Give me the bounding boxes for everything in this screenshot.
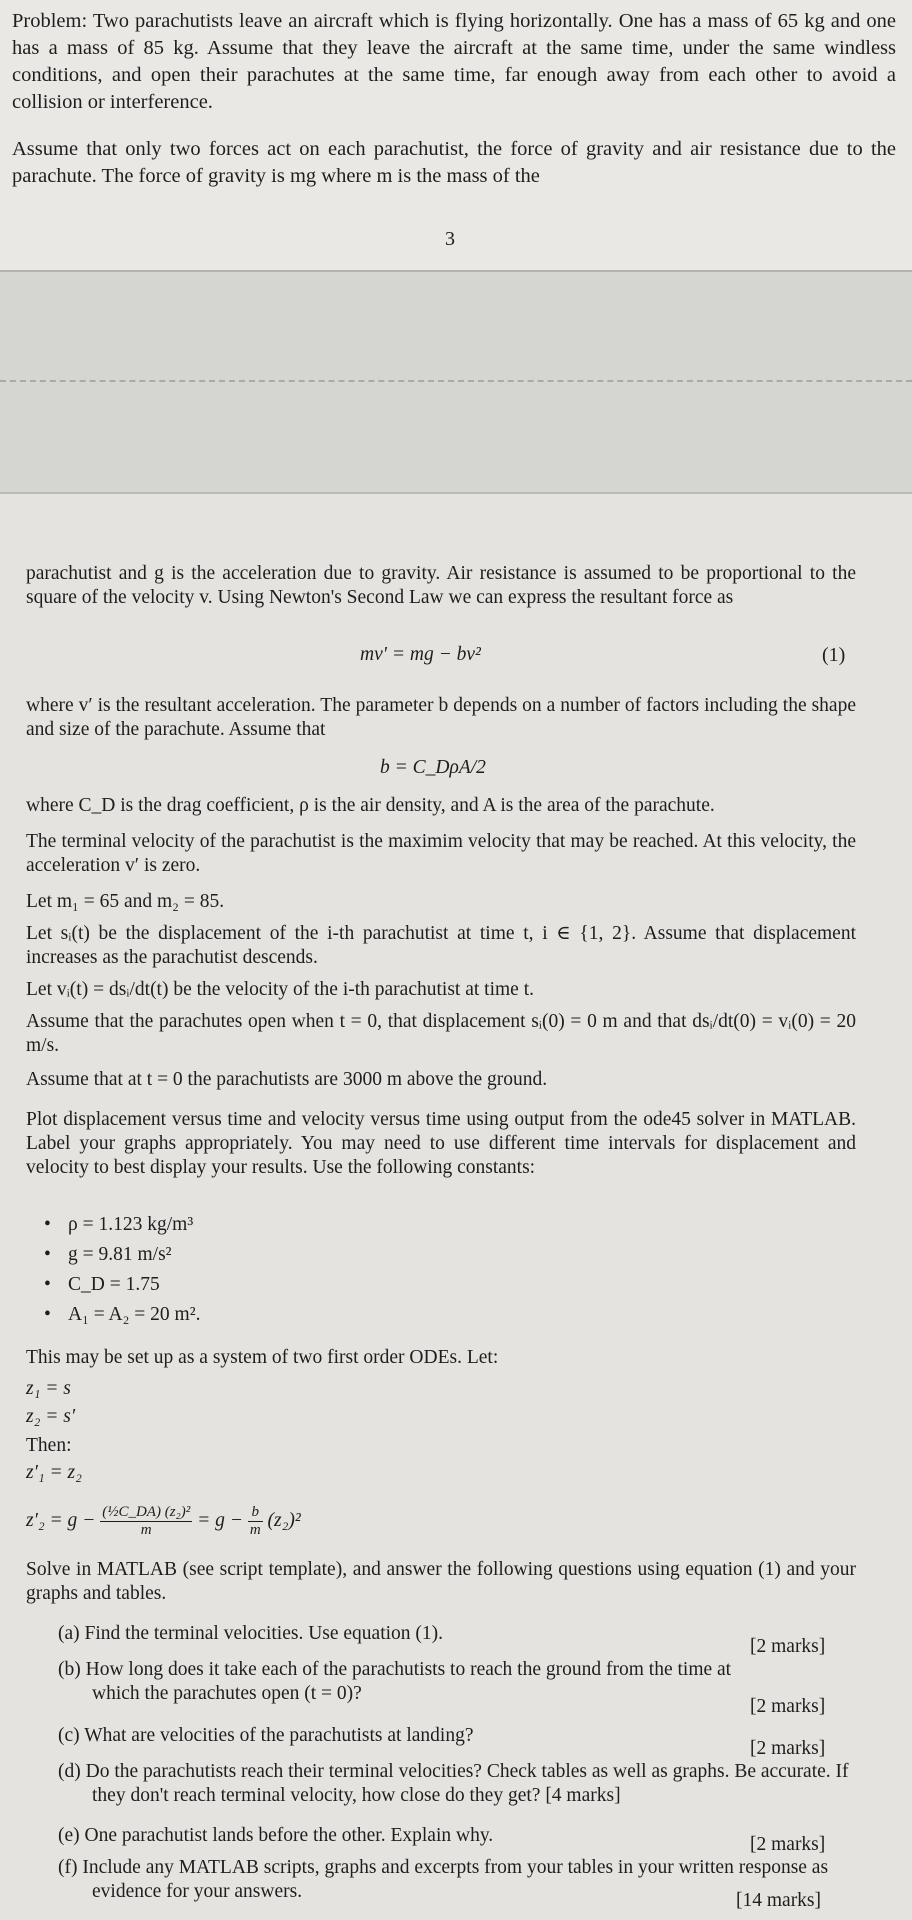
equation-1: mv′ = mg − bv² bbox=[360, 644, 481, 665]
question-d-marks: [4 marks] bbox=[545, 1785, 621, 1806]
forces-paragraph: Assume that only two forces act on each parachutist, the force of gravity and air resistance due to the parachute. The force of gravity is mg where m is the mass of the bbox=[12, 138, 896, 187]
question-e-text: One parachutist lands before the other. Explain why. bbox=[84, 1825, 494, 1846]
question-f-text: Include any MATLAB scripts, graphs and excerpts from your tables in your written response as evidence for your answers. bbox=[82, 1857, 829, 1902]
where-paragraph-1: where v′ is the resultant acceleration. The parameter b depends on a number of factors including the shape and size of the parachute. Assume that bbox=[26, 695, 856, 740]
solve-paragraph: Solve in MATLAB (see script template), and answer the following questions using equation (1) and your graphs and tables. bbox=[26, 1559, 856, 1604]
question-a-marks: [2 marks] bbox=[750, 1636, 826, 1657]
question-e-marks: [2 marks] bbox=[750, 1834, 826, 1855]
equation-1-number: (1) bbox=[822, 644, 846, 666]
question-d bbox=[58, 1760, 868, 1808]
z2-prime-equation bbox=[26, 1504, 301, 1539]
page-break-dashed-line bbox=[0, 380, 912, 382]
velocity-line: Let vᵢ(t) = dsᵢ/dt(t) be the velocity of the i-th parachutist at time t. bbox=[26, 979, 534, 1000]
question-b-marks: [2 marks] bbox=[750, 1696, 826, 1717]
question-d-text: Do the parachutists reach their terminal velocities? Check tables as well as graphs. Be accurate. If they don't reach terminal velocity, how close do they get? bbox=[85, 1761, 849, 1806]
b-over-m-numerator: b bbox=[248, 1504, 263, 1522]
constant-rho: • ρ = 1.123 kg/m³ bbox=[44, 1214, 193, 1236]
drag-fraction bbox=[100, 1504, 192, 1539]
z2-definition: z₂ = s′ bbox=[26, 1406, 76, 1427]
masses-line: Let m₁ = 65 and m₂ = 85. bbox=[26, 891, 225, 912]
question-d-label: (d) bbox=[58, 1761, 81, 1782]
z2-prime-lhs: z′₂ = g − bbox=[26, 1509, 96, 1531]
constant-cd: • C_D = 1.75 bbox=[44, 1274, 160, 1296]
b-over-m-denominator: m bbox=[249, 1522, 261, 1538]
terminal-velocity-paragraph: The terminal velocity of the parachutist is the maximim velocity that may be reached. At this velocity, the acceleration v′ is zero. bbox=[26, 831, 856, 876]
question-e bbox=[58, 1824, 848, 1848]
system-intro: This may be set up as a system of two first order ODEs. Let: bbox=[26, 1347, 499, 1368]
question-a-text: Find the terminal velocities. Use equation (1). bbox=[84, 1623, 444, 1644]
question-b-label: (b) bbox=[58, 1659, 81, 1680]
question-a bbox=[58, 1622, 848, 1646]
drag-fraction-denominator: m bbox=[140, 1522, 152, 1538]
drag-fraction-numerator: (½C_DA) (z₂)² bbox=[102, 1504, 191, 1520]
question-c-marks: [2 marks] bbox=[750, 1738, 826, 1759]
equation-b: b = C_DρA/2 bbox=[380, 757, 486, 778]
problem-paragraph: Problem: Two parachutists leave an aircraft which is flying horizontally. One has a mass of 65 kg and one has a mass of 85 kg. Assume that they leave the aircraft at the same time, under the same windless conditions, and open their parachutes at the same time, far enough away from each other to avoid a collision or interference. bbox=[12, 10, 896, 113]
question-f-marks: [14 marks] bbox=[736, 1890, 822, 1911]
z2-prime-tail: (z₂)² bbox=[267, 1509, 301, 1531]
page-edge-top bbox=[0, 270, 912, 272]
displacement-paragraph: Let sᵢ(t) be the displacement of the i-th parachutist at time t, i ∈ {1, 2}. Assume that displacement increases as the parachutist descends. bbox=[26, 923, 856, 968]
intro-paragraph: parachutist and g is the acceleration due to gravity. Air resistance is assumed to be proportional to the square of the velocity v. Using Newton's Second Law we can express the resultant force as bbox=[26, 563, 856, 608]
b-over-m-fraction bbox=[248, 1504, 263, 1539]
question-f-label: (f) bbox=[58, 1857, 78, 1878]
z2-prime-middle: = g − bbox=[197, 1509, 243, 1531]
question-c bbox=[58, 1724, 848, 1748]
question-c-text: What are velocities of the parachutists at landing? bbox=[84, 1725, 474, 1746]
page-gap bbox=[0, 270, 912, 494]
question-b bbox=[58, 1658, 782, 1706]
then-label: Then: bbox=[26, 1435, 72, 1456]
plot-instructions-paragraph: Plot displacement versus time and velocity versus time using output from the ode45 solver in MATLAB. Label your graphs appropriately. You may need to use different time intervals for displacement and velocity to best display your results. Use the following constants: bbox=[26, 1109, 856, 1178]
z1-prime-equation: z′₁ = z₂ bbox=[26, 1462, 82, 1483]
height-line: Assume that at t = 0 the parachutists are 3000 m above the ground. bbox=[26, 1069, 548, 1090]
z1-definition: z₁ = s bbox=[26, 1378, 71, 1399]
question-c-label: (c) bbox=[58, 1725, 80, 1746]
question-a-label: (a) bbox=[58, 1623, 80, 1644]
question-e-label: (e) bbox=[58, 1825, 80, 1846]
question-b-text: How long does it take each of the parachutists to reach the ground from the time at which the parachutes open (t = 0)? bbox=[85, 1659, 732, 1704]
constant-g: • g = 9.81 m/s² bbox=[44, 1244, 172, 1266]
constant-area: • A₁ = A₂ = 20 m². bbox=[44, 1304, 200, 1326]
page-number: 3 bbox=[445, 228, 455, 250]
page-3-region bbox=[0, 0, 912, 270]
page-4-region bbox=[0, 494, 912, 1920]
initial-conditions-paragraph: Assume that the parachutes open when t = 0, that displacement sᵢ(0) = 0 m and that dsᵢ/dt(0) = vᵢ(0) = 20 m/s. bbox=[26, 1011, 856, 1056]
where-paragraph-2: where C_D is the drag coefficient, ρ is the air density, and A is the area of the parachute. bbox=[26, 795, 715, 816]
